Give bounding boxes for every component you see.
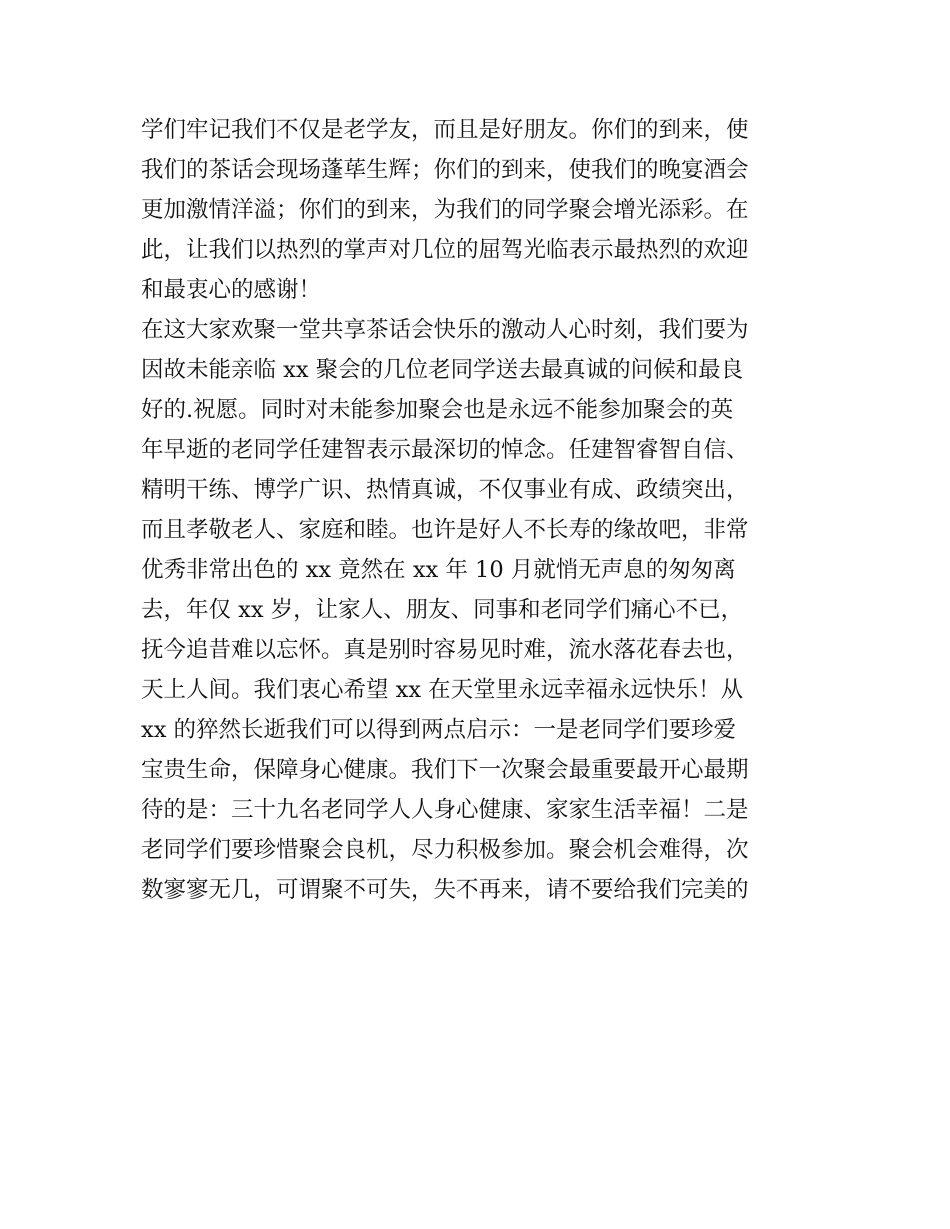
text-line: 更加激情洋溢；你们的到来，为我们的同学聚会增光添彩。在 [141, 197, 749, 223]
text-line: 老同学们要珍惜聚会良机，尽力积极参加。聚会机会难得，次 [141, 837, 749, 863]
text-line: 学们牢记我们不仅是老学友，而且是好朋友。你们的到来，使 [141, 117, 749, 143]
text-line: 此，让我们以热烈的掌声对几位的屈驾光临表示最热烈的欢迎 [141, 237, 749, 263]
text-line: 年早逝的老同学任建智表示最深切的悼念。任建智睿智自信、 [141, 437, 749, 463]
text-line: 精明干练、博学广识、热情真诚，不仅事业有成、政绩突出， [141, 477, 749, 503]
text-line: 宝贵生命，保障身心健康。我们下一次聚会最重要最开心最期 [141, 757, 749, 783]
text-line: 优秀非常出色的 xx 竟然在 xx 年 10 月就悄无声息的匆匆离 [141, 557, 736, 583]
text-line: 天上人间。我们衷心希望 xx 在天堂里永远幸福永远快乐！从 [141, 677, 744, 703]
text-line: 在这大家欢聚一堂共享茶话会快乐的激动人心时刻，我们要为 [141, 317, 749, 343]
text-line: 数寥寥无几，可谓聚不可失，失不再来，请不要给我们完美的 [141, 877, 749, 903]
text-line: 而且孝敬老人、家庭和睦。也许是好人不长寿的缘故吧，非常 [141, 517, 749, 543]
text-line: 和最衷心的感谢！ [141, 277, 322, 303]
body-text [141, 110, 821, 910]
text-line: 因故未能亲临 xx 聚会的几位老同学送去最真诚的问候和最良 [141, 357, 744, 383]
text-line: 抚今追昔难以忘怀。真是别时容易见时难，流水落花春去也， [141, 637, 749, 663]
text-line: 去，年仅 xx 岁，让家人、朋友、同事和老同学们痛心不已， [141, 597, 744, 623]
text-line: 我们的茶话会现场蓬荜生辉；你们的到来，使我们的晚宴酒会 [141, 157, 749, 183]
text-line: 待的是：三十九名老同学人人身心健康、家家生活幸福！二是 [141, 797, 749, 823]
text-line: 好的.祝愿。同时对未能参加聚会也是永远不能参加聚会的英 [141, 397, 734, 423]
text-line: xx 的猝然长逝我们可以得到两点启示：一是老同学们要珍爱 [141, 717, 737, 743]
